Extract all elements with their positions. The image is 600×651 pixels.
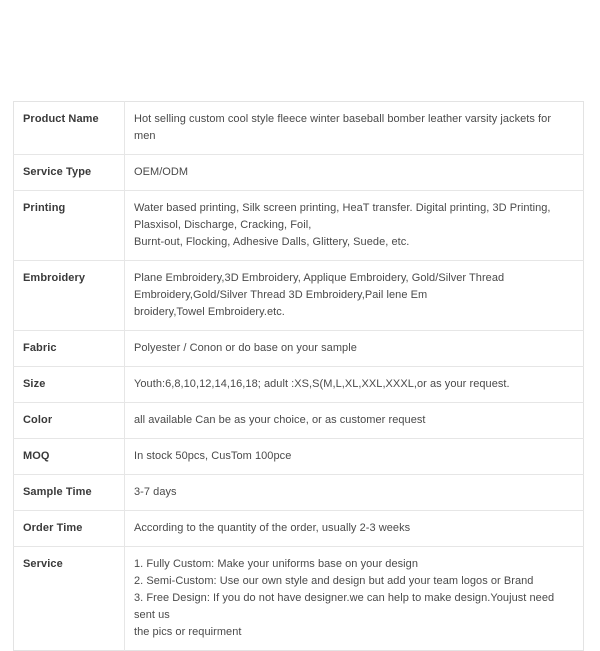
spec-value-line: Plasxisol, Discharge, Cracking, Foil,: [134, 219, 312, 231]
spec-label-cell: Service Type: [14, 155, 125, 191]
table-row: [14, 261, 584, 331]
table-row: [14, 331, 584, 367]
spec-value-line: Embroidery,Gold/Silver Thread 3D Embroidery,Pail lene Em: [134, 289, 428, 301]
spec-value-line: Water based printing, Silk screen printing, HeaT transfer. Digital printing, 3D Printing,: [134, 202, 551, 214]
spec-label-cell: Service: [14, 547, 125, 651]
spec-value-line: 3. Free Design: If you do not have designer.we can help to make design.Youjust need sent us: [134, 592, 555, 621]
spec-value-cell: [125, 367, 584, 403]
spec-label-cell: MOQ: [14, 439, 125, 475]
table-row: [14, 439, 584, 475]
spec-label-cell: Printing: [14, 191, 125, 261]
spec-value-line: the pics or requirment: [134, 626, 242, 638]
spec-label-cell: Fabric: [14, 331, 125, 367]
table-row: [14, 102, 584, 155]
spec-label-cell: Embroidery: [14, 261, 125, 331]
spec-value-line: According to the quantity of the order, usually 2-3 weeks: [134, 522, 411, 534]
spec-value-cell: [125, 439, 584, 475]
spec-label-cell: Product Name: [14, 102, 125, 155]
spec-label-cell: Color: [14, 403, 125, 439]
table-row: [14, 475, 584, 511]
table-row: [14, 511, 584, 547]
spec-value-line: Burnt-out, Flocking, Adhesive Dalls, Glittery, Suede, etc.: [134, 236, 410, 248]
spec-table-body: [14, 102, 584, 651]
spec-value-cell: [125, 261, 584, 331]
spec-value-line: In stock 50pcs, CusTom 100pce: [134, 450, 292, 462]
product-specification-table: [13, 101, 584, 651]
spec-value-line: Hot selling custom cool style fleece winter baseball bomber leather varsity jackets for men: [134, 113, 552, 142]
spec-value-line: Youth:6,8,10,12,14,16,18; adult :XS,S(M,L,XL,XXL,XXXL,or as your request.: [134, 378, 510, 390]
spec-label-cell: Order Time: [14, 511, 125, 547]
spec-table-container: [13, 101, 584, 651]
spec-value-line: 3-7 days: [134, 486, 177, 498]
spec-label-cell: Size: [14, 367, 125, 403]
spec-value-cell: [125, 511, 584, 547]
spec-value-line: OEM/ODM: [134, 166, 189, 178]
spec-value-cell: [125, 102, 584, 155]
spec-value-cell: [125, 191, 584, 261]
spec-value-line: 1. Fully Custom: Make your uniforms base on your design: [134, 558, 418, 570]
spec-value-line: Plane Embroidery,3D Embroidery, Applique Embroidery, Gold/Silver Thread: [134, 272, 505, 284]
spec-value-line: broidery,Towel Embroidery.etc.: [134, 306, 285, 318]
spec-value-line: all available Can be as your choice, or as customer request: [134, 414, 426, 426]
spec-value-cell: [125, 475, 584, 511]
spec-value-line: 2. Semi-Custom: Use our own style and design but add your team logos or Brand: [134, 575, 534, 587]
spec-value-cell: [125, 547, 584, 651]
table-row: [14, 403, 584, 439]
table-row: [14, 367, 584, 403]
spec-value-cell: [125, 331, 584, 367]
spec-value-cell: [125, 155, 584, 191]
table-row: [14, 155, 584, 191]
spec-label-cell: Sample Time: [14, 475, 125, 511]
table-row: [14, 547, 584, 651]
spec-value-line: Polyester / Conon or do base on your sample: [134, 342, 357, 354]
table-row: [14, 191, 584, 261]
spec-value-cell: [125, 403, 584, 439]
